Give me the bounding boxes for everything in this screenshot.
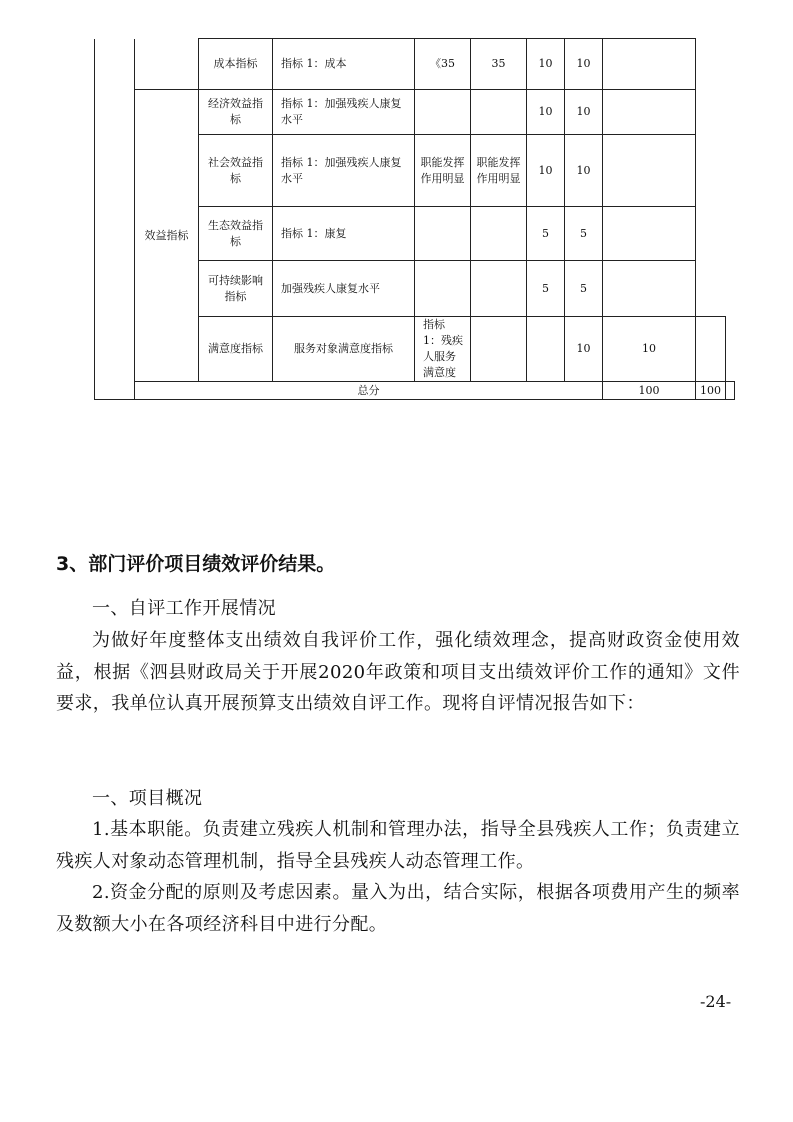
level2-indicator: 社会效益指标	[199, 135, 273, 207]
level3-indicator: 加强残疾人康复水平	[273, 261, 415, 317]
target-value	[471, 317, 527, 382]
performance-indicator-table	[94, 38, 735, 400]
target-value	[415, 207, 471, 261]
score-value: 10	[565, 90, 603, 135]
level2-indicator: 经济效益指标	[199, 90, 273, 135]
level2-indicator: 生态效益指标	[199, 207, 273, 261]
section-heading: 3、部门评价项目绩效评价结果。	[56, 553, 336, 575]
weight-value: 10	[565, 317, 603, 382]
actual-value	[471, 90, 527, 135]
subsection-title: 一、项目概况	[92, 788, 203, 809]
target-value: 《35	[415, 39, 471, 90]
note-cell	[603, 39, 696, 90]
target-value	[415, 261, 471, 317]
level3-indicator: 指标 1：残疾人服务满意度	[415, 317, 471, 382]
score-value: 10	[565, 135, 603, 207]
weight-value: 5	[527, 207, 565, 261]
weight-value: 5	[527, 261, 565, 317]
page-number: -24-	[700, 992, 732, 1011]
level2-indicator: 可持续影响指标	[199, 261, 273, 317]
subsection-title: 一、自评工作开展情况	[92, 598, 276, 619]
note-cell	[696, 317, 726, 382]
satisfaction-category: 满意度指标	[199, 317, 273, 382]
score-value: 10	[565, 39, 603, 90]
level1-subcell	[135, 39, 199, 90]
actual-value	[471, 207, 527, 261]
level3-indicator: 指标 1：康复	[273, 207, 415, 261]
total-label: 总分	[135, 382, 603, 400]
total-row	[95, 382, 735, 400]
score-value: 5	[565, 261, 603, 317]
target-value	[415, 90, 471, 135]
body-paragraph: 1.基本职能。负责建立残疾人机制和管理办法，指导全县残疾人工作；负责建立残疾人对象动态管理机制，指导全县残疾人动态管理工作。	[56, 819, 740, 872]
level2-indicator: 成本指标	[199, 39, 273, 90]
level2-indicator: 服务对象满意度指标	[273, 317, 415, 382]
table-row	[95, 39, 735, 90]
body-paragraph: 为做好年度整体支出绩效自我评价工作，强化绩效理念，提高财政资金使用效益，根据《泗县财政局关于开展2020年政策和项目支出绩效评价工作的通知》文件要求，我单位认真开展预算支出绩效自评工作。现将自评情况报告如下：	[56, 630, 740, 714]
level3-indicator: 指标 1：加强残疾人康复水平	[273, 90, 415, 135]
level1-cell	[95, 39, 135, 400]
body-paragraph: 2.资金分配的原则及考虑因素。量入为出，结合实际，根据各项费用产生的频率及数额大小在各项经济科目中进行分配。	[56, 882, 740, 935]
actual-value: 职能发挥作用明显	[471, 135, 527, 207]
weight-value: 10	[527, 39, 565, 90]
total-weight: 100	[603, 382, 696, 400]
table-row	[95, 90, 735, 135]
total-score: 100	[696, 382, 726, 400]
note-cell	[603, 261, 696, 317]
score-value: 5	[565, 207, 603, 261]
score-value: 10	[603, 317, 696, 382]
level3-indicator: 指标 1：成本	[273, 39, 415, 90]
actual-value: 35	[471, 39, 527, 90]
level3-indicator: 指标 1：加强残疾人康复水平	[273, 135, 415, 207]
actual-value	[527, 317, 565, 382]
note-cell	[603, 207, 696, 261]
note-cell	[726, 382, 735, 400]
weight-value: 10	[527, 135, 565, 207]
weight-value: 10	[527, 90, 565, 135]
target-value: 职能发挥作用明显	[415, 135, 471, 207]
note-cell	[603, 90, 696, 135]
benefit-category: 效益指标	[135, 90, 199, 382]
note-cell	[603, 135, 696, 207]
actual-value	[471, 261, 527, 317]
